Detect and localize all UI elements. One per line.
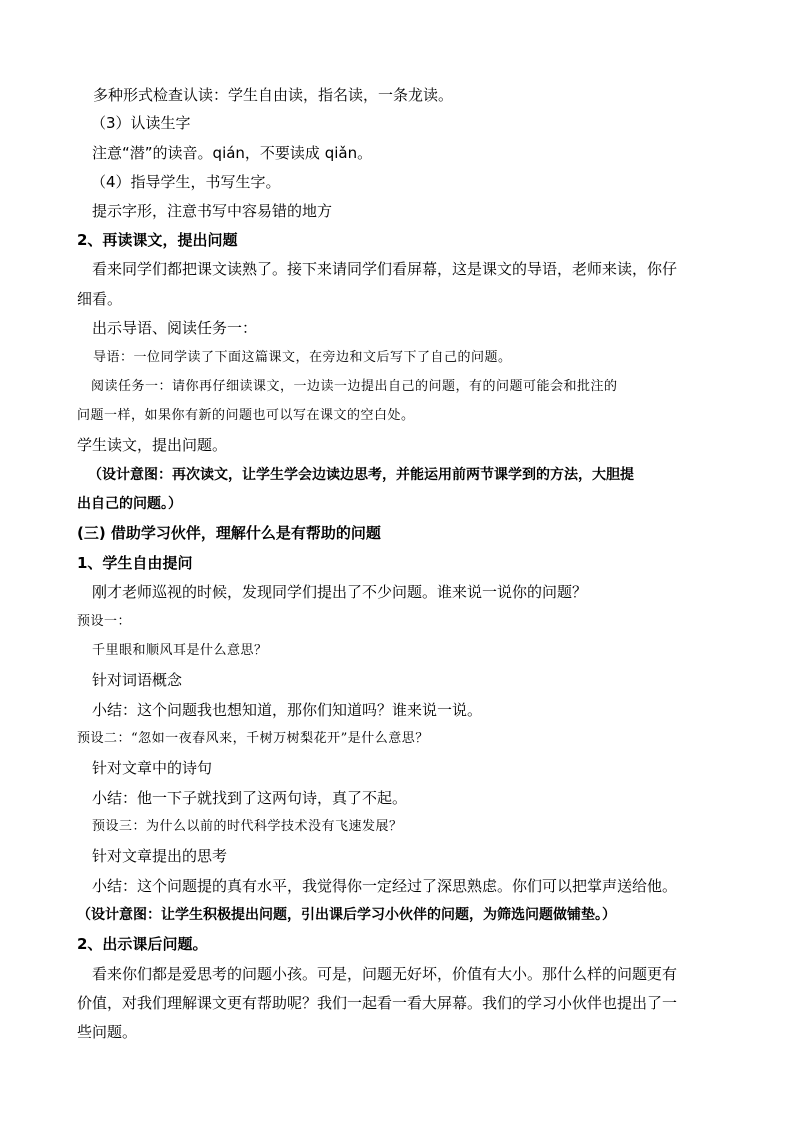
paragraph-reread-line2: 细看。 xyxy=(77,290,123,308)
pronunciation-note: 注意“潜”的读音。qián，不要读成 qiǎn。 xyxy=(92,144,373,162)
paragraph-check-reading: 多种形式检查认读：学生自由读，指名读，一条龙读。 xyxy=(93,86,454,104)
section-2-heading: 2、再读课文，提出问题 xyxy=(77,231,238,249)
task-one-line2: 问题一样，如果你有新的问题也可以写在课文的空白处。 xyxy=(77,408,415,423)
design-intent-1-line2: 出自己的问题。） xyxy=(77,496,182,512)
preset-one-label: 预设一： xyxy=(77,614,132,629)
step-3-heading: （3）认读生字 xyxy=(91,114,191,132)
paragraph-reread-line1: 看来同学们都把课文读熟了。接下来请同学们看屏幕，这是课文的导语，老师来读，你仔 xyxy=(92,260,678,278)
students-read-text: 学生读文，提出问题。 xyxy=(77,436,228,454)
step-4-heading: （4）指导学生，书写生字。 xyxy=(91,173,281,191)
writing-tip: 提示字形，注意书写中容易错的地方 xyxy=(92,202,333,220)
preset-two-question: 预设二：“忽如一夜春风来，千树万树梨花开”是什么意思？ xyxy=(77,731,429,746)
task-one-line1: 阅读任务一：请你再仔细读课文，一边读一边提出自己的问题，有的问题可能会和批注的 xyxy=(91,379,618,394)
guide-text: 导语：一位同学读了下面这篇课文，在旁边和文后写下了自己的问题。 xyxy=(93,350,512,365)
subsection-2-heading: 2、出示课后问题。 xyxy=(77,935,208,953)
preset-three-summary: 小结：这个问题提的真有水平，我觉得你一定经过了深思熟虑。你们可以把掌声送给他。 xyxy=(92,877,678,895)
teacher-patrol-text: 刚才老师巡视的时候，发现同学们提出了不少问题。谁来说一说你的问题？ xyxy=(92,583,588,601)
show-guide-text: 出示导语、阅读任务一： xyxy=(92,319,258,337)
design-intent-2: （设计意图：让学生积极提出问题，引出课后学习小伙伴的问题，为筛选问题做铺垫。） xyxy=(77,907,616,923)
closing-paragraph-line2: 价值，对我们理解课文更有帮助呢？我们一起看一看大屏幕。我们的学习小伙伴也提出了一 xyxy=(77,994,678,1012)
preset-two-summary: 小结：他一下子就找到了这两句诗，真了不起。 xyxy=(92,789,408,807)
preset-one-question: 千里眼和顺风耳是什么意思？ xyxy=(92,643,268,658)
preset-two-focus: 针对文章中的诗句 xyxy=(92,759,213,777)
closing-paragraph-line3: 些问题。 xyxy=(77,1023,138,1041)
preset-three-focus: 针对文章提出的思考 xyxy=(92,847,228,865)
design-intent-1-line1: （设计意图：再次读文，让学生学会边读边思考，并能运用前两节课学到的方法，大胆提 xyxy=(88,467,634,483)
subsection-1-heading: 1、学生自由提问 xyxy=(77,554,193,572)
section-three-heading: (三) 借助学习伙伴，理解什么是有帮助的问题 xyxy=(77,524,381,542)
closing-paragraph-line1: 看来你们都是爱思考的问题小孩。可是，问题无好坏，价值有大小。那什么样的问题更有 xyxy=(92,965,678,983)
preset-one-focus: 针对词语概念 xyxy=(92,671,183,689)
preset-one-summary: 小结：这个问题我也想知道，那你们知道吗？谁来说一说。 xyxy=(92,701,483,719)
preset-three-question: 预设三：为什么以前的时代科学技术没有飞速发展？ xyxy=(92,819,403,834)
